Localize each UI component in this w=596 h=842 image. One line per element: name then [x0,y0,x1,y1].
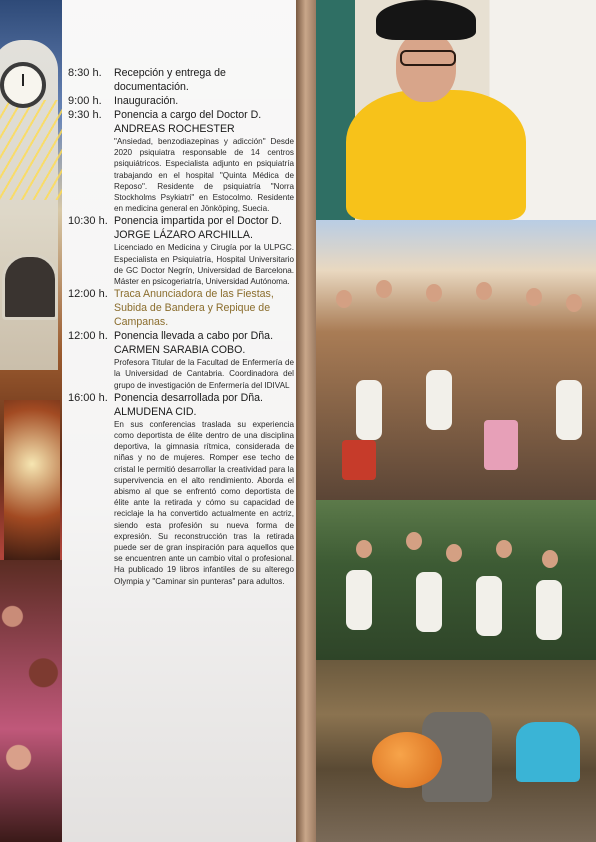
entry-time: 16:00 h. [68,391,108,404]
schedule-entry [68,391,294,587]
entry-description: "Ansiedad, benzodiazepinas y adicción" Desde 2020 psiquiatra responsable de 14 centros psiquiátricos. Especialista adjunto en psiquiatría trabajando en el hospital "Quinta Médica de Reposo". Residente de psiquiatría "Norra Stockholms Psykiatri" en Estocolmo. Residente en medicina general en Jönköping, Suecia. [114,137,294,214]
clock-icon [0,62,46,108]
pumpkin [372,732,442,788]
entry-description: Profesora Titular de la Facultad de Enfermería de la Universidad de Cantabria. Coordinadora del grupo de investigación de Enfermería del IDIVAL [114,358,294,390]
entry-description: Licenciado en Medicina y Cirugía por la ULPGC. Especialista en Psiquiatría, Hospital Universitario de GC Doctor Negrín, Universidad de Barcelona. Máster en psicogeriatría, Universidad Autónoma. [114,243,294,287]
entry-title: Ponencia impartida por el Doctor D. JORGE LÁZARO ARCHILLA. [114,215,282,242]
photo-woman-yellow [316,0,596,220]
entry-title: Recepción y entrega de documentación. [114,67,226,93]
schedule-entry [68,66,294,94]
entry-time: 10:30 h. [68,215,108,228]
altar-photo [4,400,60,560]
entry-time: 9:30 h. [68,109,102,121]
crowd-photo-left [0,560,62,842]
festival-lights [0,100,62,200]
schedule-entry [68,287,294,329]
woman-blue-top [516,722,580,782]
entry-title: Inauguración. [114,95,179,107]
entry-title: Ponencia a cargo del Doctor D. ANDREAS ROCHESTER [114,109,262,135]
schedule-list [68,66,294,587]
photo-group-women [316,500,596,660]
entry-description: En sus conferencias traslada su experiencia como deportista de élite dentro de una disciplina deportiva, la gimnasia rítmica, considerada de niñas y no de mujeres. Romper ese techo de cristal le permitió desarrollar la creatividad para la supervivencia en el alto rendimiento. Aborda el abismo al que se enfrentó como deportista de élite ante la retirada y cómo su capacidad de reciclaje la ha convertido actualmente en actriz, siendo esta profesión su nueva forma de expresión. Su reconstrucción tras la retirada puede ser de gran inspiración para aquellos que se encuentren ante un cambio vital o profesional. Ha publicado 19 libros infantiles de su alterego Olympia y "Caminar sin punteras" para adultos. [114,419,294,586]
entry-time: 8:30 h. [68,67,102,79]
schedule-entry [68,108,294,214]
entry-title-highlight: Traca Anunciadora de las Fiestas, Subida de Bandera y Repique de Campanas. [114,288,274,329]
entry-time: 12:00 h. [68,288,108,301]
entry-time: 9:00 h. [68,95,102,107]
schedule-entry [68,329,294,391]
schedule-entry [68,94,294,108]
entry-title: Ponencia llevada a cabo por Dña. CARMEN SARABIA COBO. [114,330,274,357]
photo-street-musicians [316,220,596,500]
schedule-entry [68,214,294,287]
entry-title: Ponencia desarrollada por Dña. ALMUDENA CID. [114,391,263,418]
entry-time: 12:00 h. [68,330,108,343]
left-photo-strip [0,0,62,842]
bell-window [2,254,58,320]
